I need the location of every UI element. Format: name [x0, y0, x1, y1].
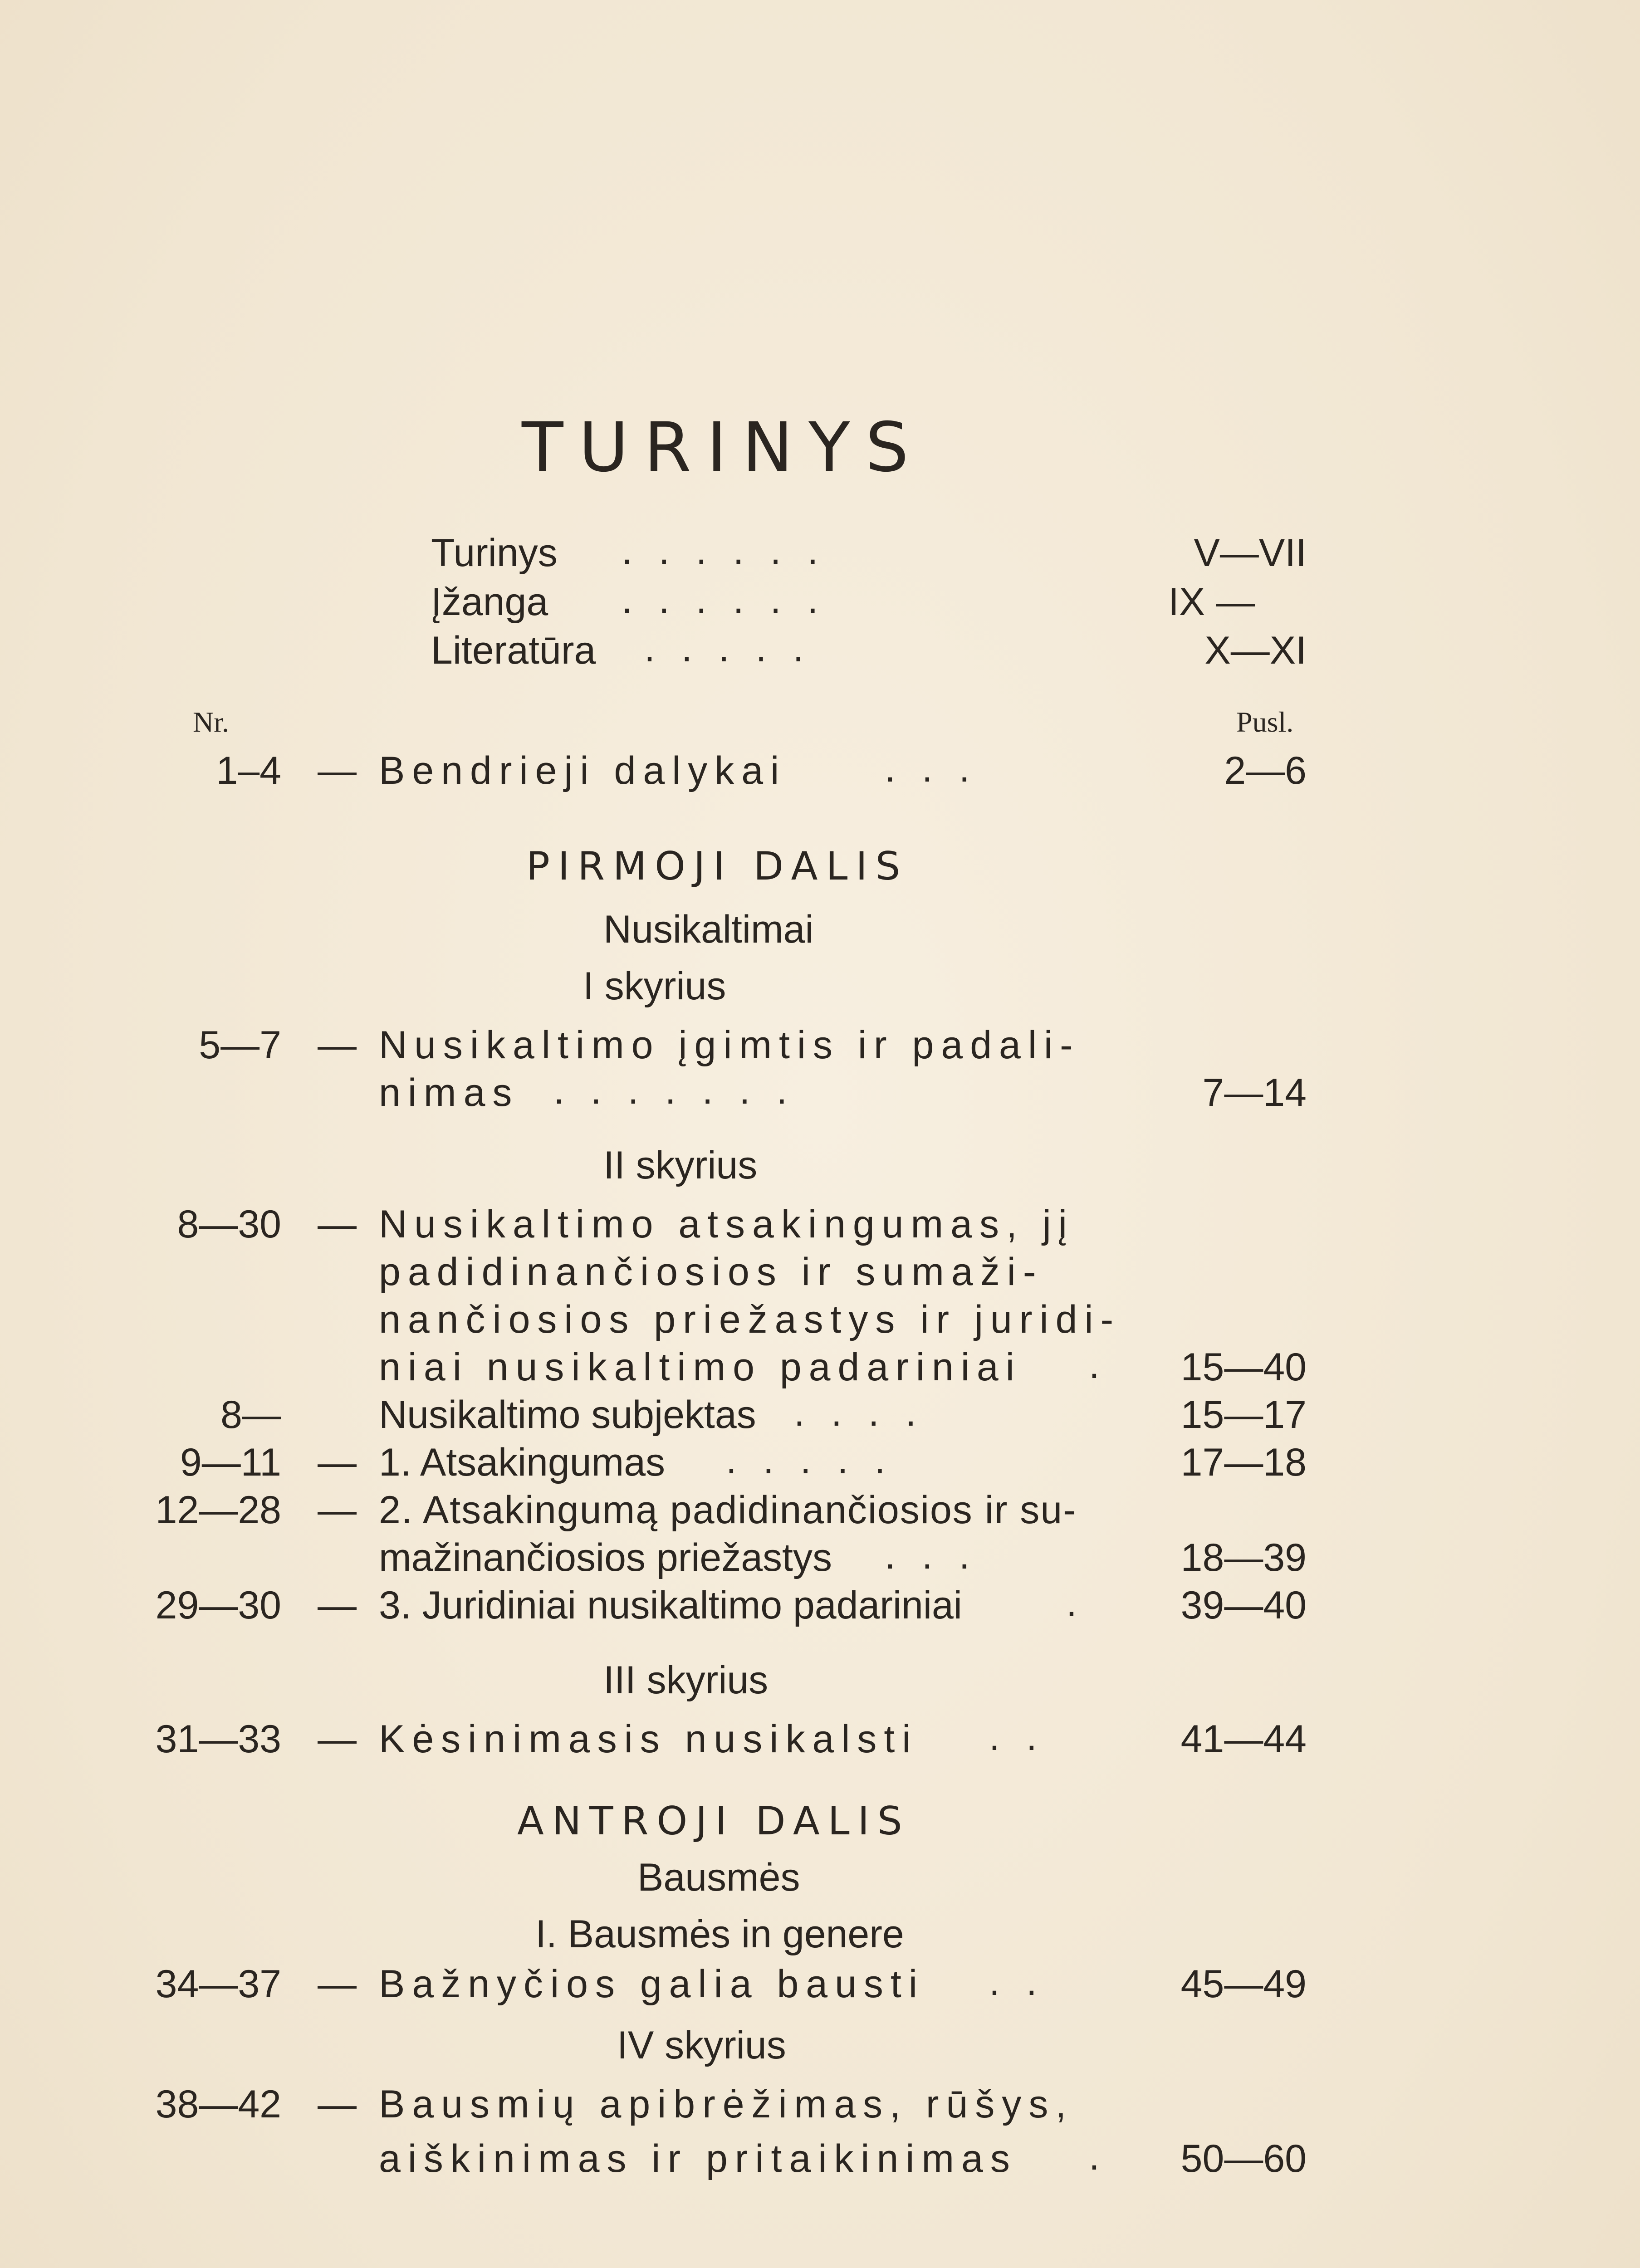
entry-nr: 12—28	[155, 1488, 281, 1532]
entry-page: 18—39	[1180, 1536, 1307, 1579]
entry-page: 39—40	[1180, 1584, 1307, 1627]
part-subtitle: Nusikaltimai	[603, 908, 814, 951]
leader-dots: .	[1089, 2135, 1126, 2178]
front-item-page: IX —	[1168, 580, 1255, 624]
entry-dash: —	[318, 1717, 357, 1761]
section-heading: I. Bausmės in genere	[535, 1912, 904, 1956]
entry-label-cont: nimas	[379, 1071, 519, 1114]
entry-nr: 1–4	[216, 749, 281, 792]
front-item-label: Įžanga	[431, 580, 548, 624]
entry-label-cont: niai nusikaltimo padariniai	[379, 1345, 1022, 1389]
entry-label: Nusikaltimo įgimtis ir padali-	[379, 1023, 1080, 1067]
entry-page: 15—40	[1180, 1345, 1307, 1389]
entry-page: 2—6	[1224, 749, 1307, 792]
entry-label-cont: padidinančiosios ir sumaži-	[379, 1250, 1043, 1294]
entry-label: Bendrieji dalykai	[379, 749, 787, 792]
entry-nr: 8—30	[177, 1202, 281, 1246]
entry-label-cont: aiškinimas ir pritaikinimas	[379, 2137, 1017, 2180]
entry-label-cont: nančiosios priežastys ir juridi-	[379, 1298, 1121, 1341]
entry-dash: —	[318, 1023, 357, 1067]
front-item-page: V—VII	[1194, 531, 1307, 575]
chapter-heading: III skyrius	[603, 1658, 769, 1702]
entry-page: 50—60	[1180, 2137, 1307, 2180]
leader-dots: ...	[885, 1534, 996, 1577]
chapter-heading: IV skyrius	[617, 2024, 786, 2067]
leader-dots: ...	[885, 747, 996, 790]
entry-label: 3. Juridiniai nusikaltimo padariniai	[379, 1584, 962, 1627]
entry-label: Nusikaltimo subjektas	[379, 1393, 756, 1437]
leader-dots: ..	[989, 1960, 1063, 2004]
part-title: ANTROJI DALIS	[517, 1799, 911, 1844]
entry-dash: —	[318, 1584, 357, 1627]
entry-nr: 29—30	[155, 1584, 281, 1627]
chapter-heading: II skyrius	[603, 1144, 758, 1187]
leader-dots: ....	[794, 1391, 943, 1434]
entry-label: Bažnyčios galia bausti	[379, 1962, 925, 2006]
leader-dots: .	[1089, 1343, 1126, 1387]
column-nr-header: Nr.	[193, 706, 229, 738]
front-item-page: X—XI	[1204, 629, 1307, 672]
leader-dots: .	[1066, 1581, 1103, 1625]
page-title: TURINYS	[522, 408, 924, 487]
part-subtitle: Bausmės	[637, 1856, 800, 1899]
leader-dots: .....	[644, 626, 830, 670]
entry-dash: —	[318, 1202, 357, 1246]
entry-dash: —	[318, 1488, 357, 1532]
leader-dots: ......	[622, 578, 845, 621]
leader-dots: .....	[726, 1438, 912, 1482]
entry-label: 2. Atsakingumą padidinančiosios ir su-	[379, 1488, 1077, 1532]
column-pusl-header: Pusl.	[1236, 706, 1294, 738]
entry-page: 17—18	[1180, 1441, 1307, 1484]
entry-label: Kėsinimasis nusikalsti	[379, 1717, 918, 1761]
entry-label-cont: mažinančiosios priežastys	[379, 1536, 832, 1579]
entry-page: 45—49	[1180, 1962, 1307, 2006]
leader-dots: ..	[989, 1715, 1063, 1759]
leader-dots: ......	[622, 529, 845, 572]
entry-page: 7—14	[1202, 1071, 1307, 1114]
entry-nr: 34—37	[155, 1962, 281, 2006]
entry-nr: 9—11	[180, 1441, 281, 1484]
entry-dash: —	[318, 1962, 357, 2006]
entry-dash: —	[318, 2082, 357, 2126]
entry-dash: —	[318, 749, 357, 792]
entry-page: 41—44	[1180, 1717, 1307, 1761]
part-title: PIRMOJI DALIS	[526, 844, 909, 889]
entry-nr: 5—7	[199, 1023, 281, 1067]
front-item-label: Turinys	[431, 531, 558, 575]
entry-dash: —	[318, 1441, 357, 1484]
entry-label: 1. Atsakingumas	[379, 1441, 666, 1484]
entry-nr: 38—42	[155, 2082, 281, 2126]
front-item-label: Literatūra	[431, 629, 596, 672]
chapter-heading: I skyrius	[583, 964, 726, 1008]
entry-nr: 31—33	[155, 1717, 281, 1761]
entry-page: 15—17	[1180, 1393, 1307, 1437]
entry-label: Nusikaltimo atsakingumas, jį	[379, 1202, 1074, 1246]
leader-dots: .......	[553, 1069, 814, 1112]
entry-label: Bausmių apibrėžimas, rūšys,	[379, 2082, 1074, 2126]
entry-nr: 8—	[220, 1393, 281, 1437]
